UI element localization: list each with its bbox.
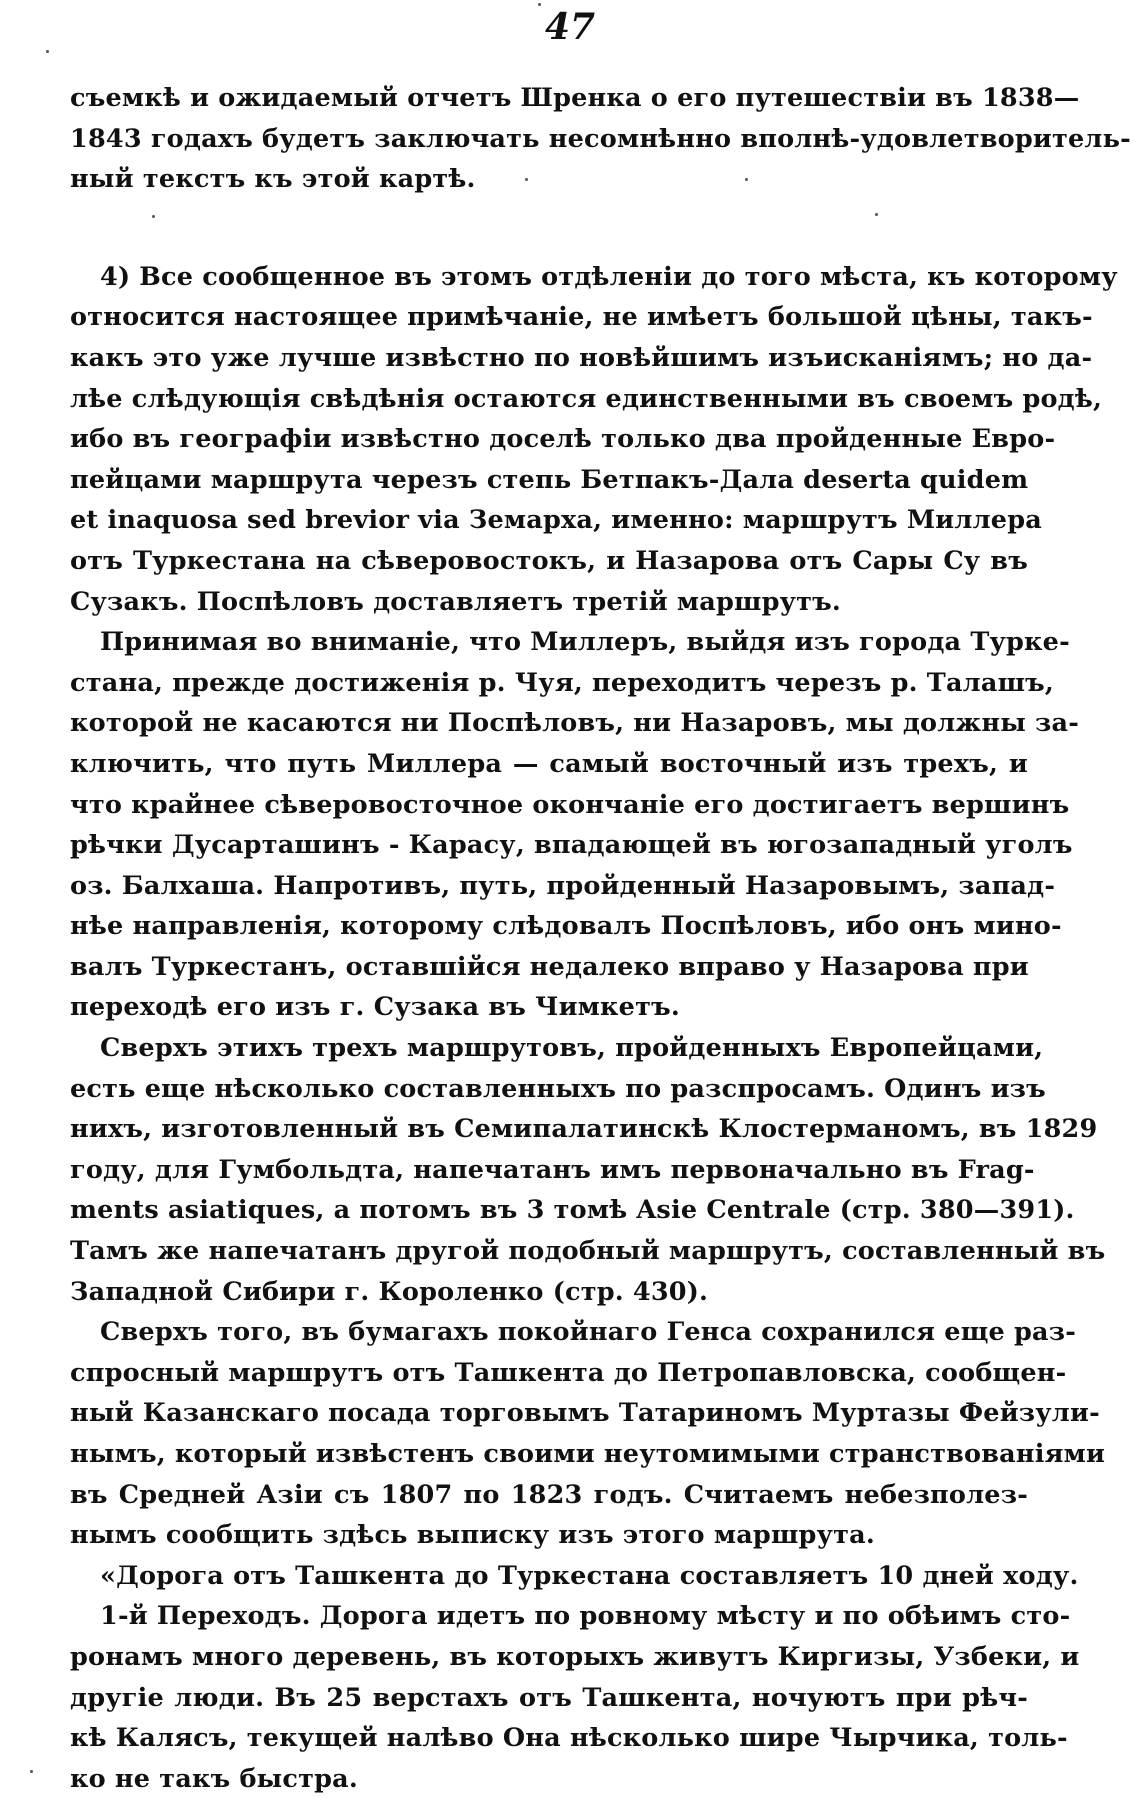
text-line: ный Казанскаго посада торговымъ Татариномъ Муртазы Фейзули- bbox=[70, 1398, 1100, 1429]
scan-speck bbox=[538, 3, 541, 6]
text-line: Сузакъ. Поспѣловъ доставляетъ третій маршрутъ. bbox=[70, 586, 841, 617]
text-line: Сверхъ того, въ бумагахъ покойнаго Генса сохранился еще раз- bbox=[100, 1317, 1077, 1348]
text-line: нихъ, изготовленный въ Семипалатинскѣ Клостерманомъ, въ 1829 bbox=[70, 1114, 1098, 1145]
text-line: 1-й Переходъ. Дорога идетъ по ровному мѣсту и по обѣимъ сто- bbox=[100, 1601, 1071, 1632]
text-line: году, для Гумбольдта, напечатанъ имъ первоначально въ Frag- bbox=[70, 1154, 1035, 1185]
text-line: которой не касаются ни Поспѣловъ, ни Назаровъ, мы должны за- bbox=[70, 708, 1080, 739]
text-line: 1843 годахъ будетъ заключать несомнѣнно вполнѣ-удовлетворитель- bbox=[70, 123, 1131, 154]
text-line: отъ Туркестана на сѣверовостокъ, и Назарова отъ Сары Су въ bbox=[70, 545, 1028, 576]
text-line: какъ это уже лучше извѣстно по новѣйшимъ изъисканіямъ; но да- bbox=[70, 342, 1093, 373]
text-line: «Дорога отъ Ташкента до Туркестана составляетъ 10 дней ходу. bbox=[100, 1560, 1079, 1591]
text-line: валъ Туркестанъ, оставшійся недалеко вправо у Назарова при bbox=[70, 951, 1029, 982]
text-line: ибо въ географіи извѣстно доселѣ только два пройденные Евро- bbox=[70, 424, 1056, 455]
text-line: что крайнее сѣверовосточное окончаніе его достигаетъ вершинъ bbox=[70, 789, 1070, 820]
text-line: рѣчки Дусарташинъ - Карасу, впадающей въ югозападный уголъ bbox=[70, 830, 1073, 861]
text-line: кѣ Калясъ, текущей налѣво Она нѣсколько шире Чырчика, толь- bbox=[70, 1723, 1068, 1754]
text-line: ко не такъ быстра. bbox=[70, 1763, 358, 1794]
text-line: Сверхъ этихъ трехъ маршрутовъ, пройденныхъ Европейцами, bbox=[100, 1033, 1044, 1064]
text-line: ронамъ много деревень, въ которыхъ живутъ Киргизы, Узбеки, и bbox=[70, 1641, 1080, 1672]
footnote-4-line: 4) Все сообщенное въ этомъ отдѣленіи до того мѣста, къ которому bbox=[100, 261, 1118, 292]
text-line: переходѣ его изъ г. Сузака въ Чимкетъ. bbox=[70, 992, 680, 1023]
text-line: съемкѣ и ожидаемый отчетъ Шренка о его путешествіи въ 1838— bbox=[70, 83, 1080, 113]
text-line: нымъ сообщить здѣсь выписку изъ этого маршрута. bbox=[70, 1520, 875, 1551]
scan-speck bbox=[30, 1770, 33, 1773]
document-body bbox=[70, 78, 1131, 1799]
text-line: нѣе направленія, которому слѣдовалъ Поспѣловъ, ибо онъ мино- bbox=[70, 911, 1062, 942]
text-line: Западной Сибири г. Короленко (стр. 430). bbox=[70, 1276, 709, 1307]
scan-speck bbox=[46, 50, 49, 53]
text-line: ключить, что путь Миллера — самый восточный изъ трехъ, и bbox=[70, 748, 1028, 779]
text-line: спросный маршрутъ отъ Ташкента до Петропавловска, сообщен- bbox=[70, 1357, 1067, 1388]
text-line: другіе люди. Въ 25 верстахъ отъ Ташкента, ночуютъ при рѣч- bbox=[70, 1682, 1028, 1713]
text-line: нымъ, который извѣстенъ своими неутомимыми странствованіями bbox=[70, 1439, 1106, 1469]
text-line: стана, прежде достиженія р. Чуя, переходитъ черезъ р. Талашъ, bbox=[70, 667, 1055, 698]
text-line: ный текстъ къ этой картѣ. bbox=[70, 164, 476, 195]
text-line: Тамъ же напечатанъ другой подобный маршрутъ, составленный въ bbox=[70, 1236, 1106, 1267]
text-line: относится настоящее примѣчаніе, не имѣетъ большой цѣны, такъ- bbox=[70, 302, 1093, 333]
text-line: et inaquosa sed brevior via Земарха, именно: маршрутъ Миллера bbox=[70, 505, 1042, 536]
text-line: пейцами маршрута черезъ степь Бетпакъ-Дала deserta quidem bbox=[70, 464, 1029, 495]
text-line: ments asiatiques, а потомъ въ 3 томѣ Asie Centrale (стр. 380—391). bbox=[70, 1195, 1075, 1226]
text-line: Принимая во вниманіе, что Миллеръ, выйдя изъ города Турке- bbox=[100, 627, 1070, 658]
text-line: лѣе слѣдующія свѣдѣнія остаются единственными въ своемъ родѣ, bbox=[70, 383, 1103, 414]
text-line: въ Средней Азіи съ 1807 по 1823 годъ. Считаемъ небезполез- bbox=[70, 1479, 1028, 1510]
page-number: 47 bbox=[544, 6, 596, 48]
text-line: есть еще нѣсколько составленныхъ по разспросамъ. Одинъ изъ bbox=[70, 1073, 1046, 1104]
text-line: оз. Балхаша. Напротивъ, путь, пройденный Назаровымъ, запад- bbox=[70, 870, 1056, 901]
